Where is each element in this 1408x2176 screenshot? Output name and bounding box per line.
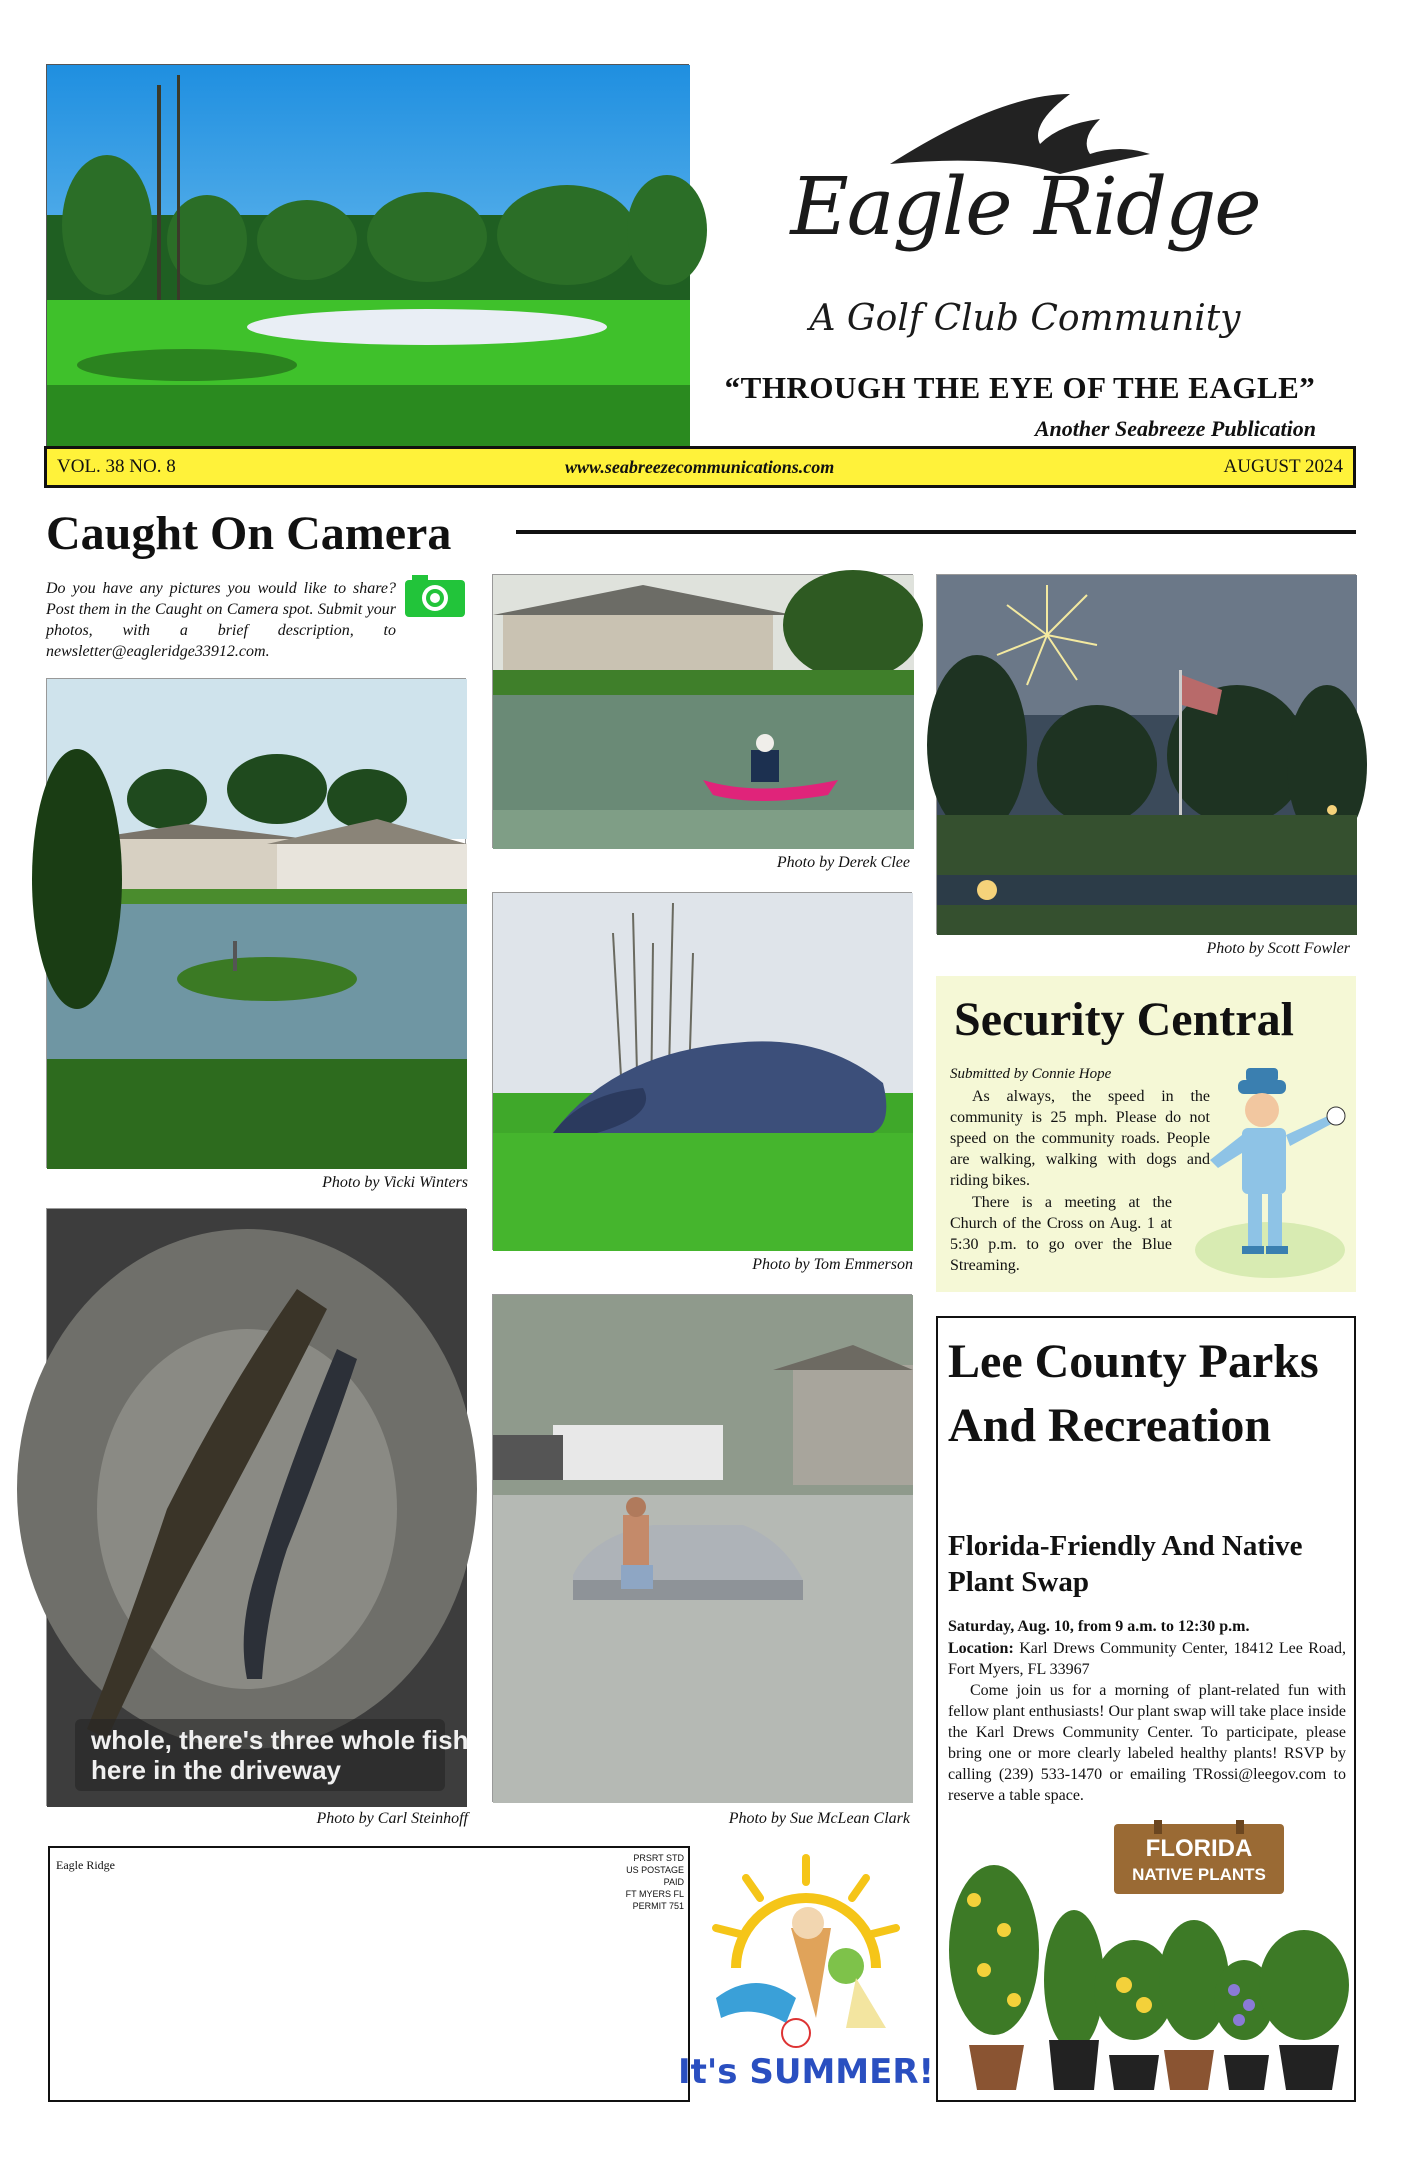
security-byline: Submitted by Connie Hope (950, 1066, 1112, 1082)
security-paragraph: As always, the speed in the community is 25 mph. Please do not speed on the community roads. People are walking, walking with dogs and riding bikes. (950, 1088, 1210, 1189)
security-title: Security Central (954, 993, 1294, 1046)
photo-caption: Photo by Carl Steinhoff (316, 1810, 468, 1827)
masthead-title: Eagle Ridge (790, 160, 1260, 253)
mailing-return-name: Eagle Ridge (56, 1858, 115, 1872)
masthead-slogan: “THROUGH THE EYE OF THE EAGLE” (724, 370, 1316, 405)
photo-caption: Photo by Derek Clee (776, 854, 910, 871)
event-body: Come join us for a morning of plant-related fun with fellow plant enthusiasts! Our plant swap will take place inside the Karl Drews Community Center. To participate, please bring one or more clearly labeled healthy plants! RSVP by calling (239) 533-1470 or emailing TRossi@leegov.com to reserve a table space. (948, 1682, 1346, 1804)
photo-caption: Photo by Sue McLean Clark (728, 1810, 910, 1827)
postage-line: US POSTAGE (626, 1865, 684, 1875)
event-date: Saturday, Aug. 10, from 9 a.m. to 12:30 p.m. (948, 1618, 1250, 1635)
publication-name: Another Seabreeze Publication (1034, 416, 1316, 441)
website-link[interactable]: www.seabreezecommunications.com (564, 456, 835, 477)
golf-course-photo (46, 64, 689, 447)
video-caption-line2: here in the driveway (91, 1755, 341, 1785)
postage-line: PAID (663, 1877, 684, 1887)
issue-volume: VOL. 38 NO. 8 (57, 456, 176, 477)
location-label: Location: (948, 1640, 1014, 1657)
plant-swap-subtitle: Florida-Friendly And Native Plant Swap (948, 1530, 1303, 1598)
issue-date: AUGUST 2024 (1223, 456, 1343, 477)
postage-line: PERMIT 751 (632, 1901, 684, 1911)
postage-line: FT MYERS FL (625, 1889, 684, 1899)
video-caption-line1: whole, there's three whole fish (91, 1725, 469, 1755)
security-paragraph: There is a meeting at the Church of the Cross on Aug. 1 at 5:30 p.m. to go over the Blue Streaming. (950, 1194, 1172, 1274)
camera-intro-text: Do you have any pictures you would like to share? Post them in the Caught on Camera spot. Submit your photos, with a brief description, to newsletter@eagleridge33912.com. (46, 580, 396, 660)
sign-line2: NATIVE PLANTS (1132, 1865, 1266, 1884)
night-alligator-photo (46, 1208, 469, 1806)
security-guard-illustration-icon (1190, 1060, 1350, 1282)
issue-bar (44, 446, 1356, 488)
section-divider (516, 530, 1356, 534)
masthead-tagline: A Golf Club Community (809, 298, 1241, 339)
lee-county-title: Lee County Parks And Recreation (948, 1335, 1319, 1452)
alligator-grass-photo (492, 892, 912, 1250)
native-plants-illustration (944, 1820, 1348, 2094)
photo-caption: Photo by Tom Emmerson (752, 1256, 913, 1273)
mailing-label-box (48, 1846, 690, 2102)
kayak-photo (492, 574, 913, 848)
photo-caption: Photo by Scott Fowler (1206, 940, 1350, 957)
section-title: Caught On Camera (46, 507, 452, 560)
sign-line1: FLORIDA (1145, 1835, 1253, 1862)
summer-text: It's SUMMER! (677, 2052, 935, 2092)
flooded-street-photo (492, 1294, 912, 1802)
postage-line: PRSRT STD (633, 1853, 684, 1863)
postage-indicia (600, 1852, 684, 1912)
photo-caption: Photo by Vicki Winters (322, 1174, 468, 1191)
fireworks-photo (936, 574, 1356, 934)
camera-icon (404, 574, 466, 618)
location-text: Karl Drews Community Center, 18412 Lee Road, Fort Myers, FL 33967 (948, 1640, 1347, 1678)
summer-clipart (677, 1848, 935, 2098)
event-location (948, 1638, 1346, 1680)
lake-heron-photo (46, 678, 466, 1168)
